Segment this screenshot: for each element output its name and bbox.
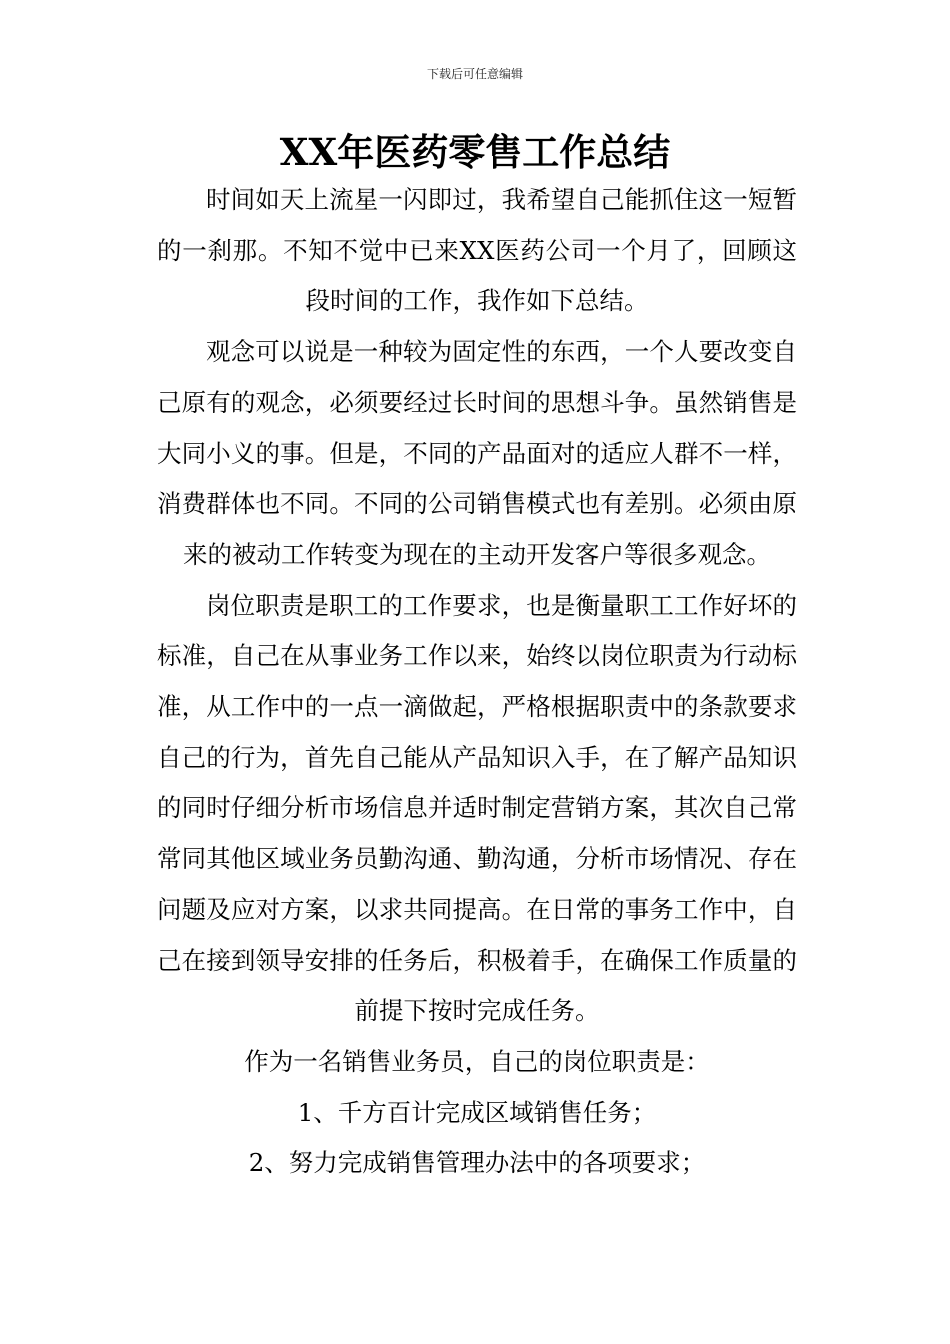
paragraph-concept: 观念可以说是一种较为固定性的东西，一个人要改变自己原有的观念，必须要经过长时间的思想斗争。虽然销售是大同小义的事。但是，不同的产品面对的适应人群不一样，消费群体也不同。不同的公司销售模式也有差别。必须由原来的被动工作转变为现在的主动开发客户等很多观念。 xyxy=(157,337,797,569)
paragraph-intro: 时间如天上流星一闪即过，我希望自己能抓住这一短暂的一刹那。不知不觉中已来XX医药公司一个月了，回顾这段时间的工作，我作如下总结。 xyxy=(157,185,797,316)
document-title: XX年医药零售工作总结 xyxy=(279,130,671,174)
paragraph-duties: 岗位职责是职工的工作要求，也是衡量职工工作好坏的标准，自己在从事业务工作以来，始终以岗位职责为行动标准，从工作中的一点一滴做起，严格根据职责中的条款要求自己的行为，首先自己能从产品知识入手，在了解产品知识的同时仔细分析市场信息并适时制定营销方案，其次自己常常同其他区域业务员勤沟通、勤沟通，分析市场情况、存在问题及应对方案，以求共同提高。在日常的事务工作中，自己在接到领导安排的任务后，积极着手，在确保工作质量的前提下按时完成任务。 xyxy=(157,590,797,1026)
list-item-2: 2、努力完成销售管理办法中的各项要求； xyxy=(248,1148,706,1178)
document-body xyxy=(157,175,797,1189)
paragraph-role-intro: 作为一名销售业务员，自己的岗位职责是： xyxy=(244,1046,710,1076)
list-item-1: 1、千方百计完成区域销售任务； xyxy=(297,1097,657,1127)
header-note: 下载后可任意编辑 xyxy=(426,67,523,81)
